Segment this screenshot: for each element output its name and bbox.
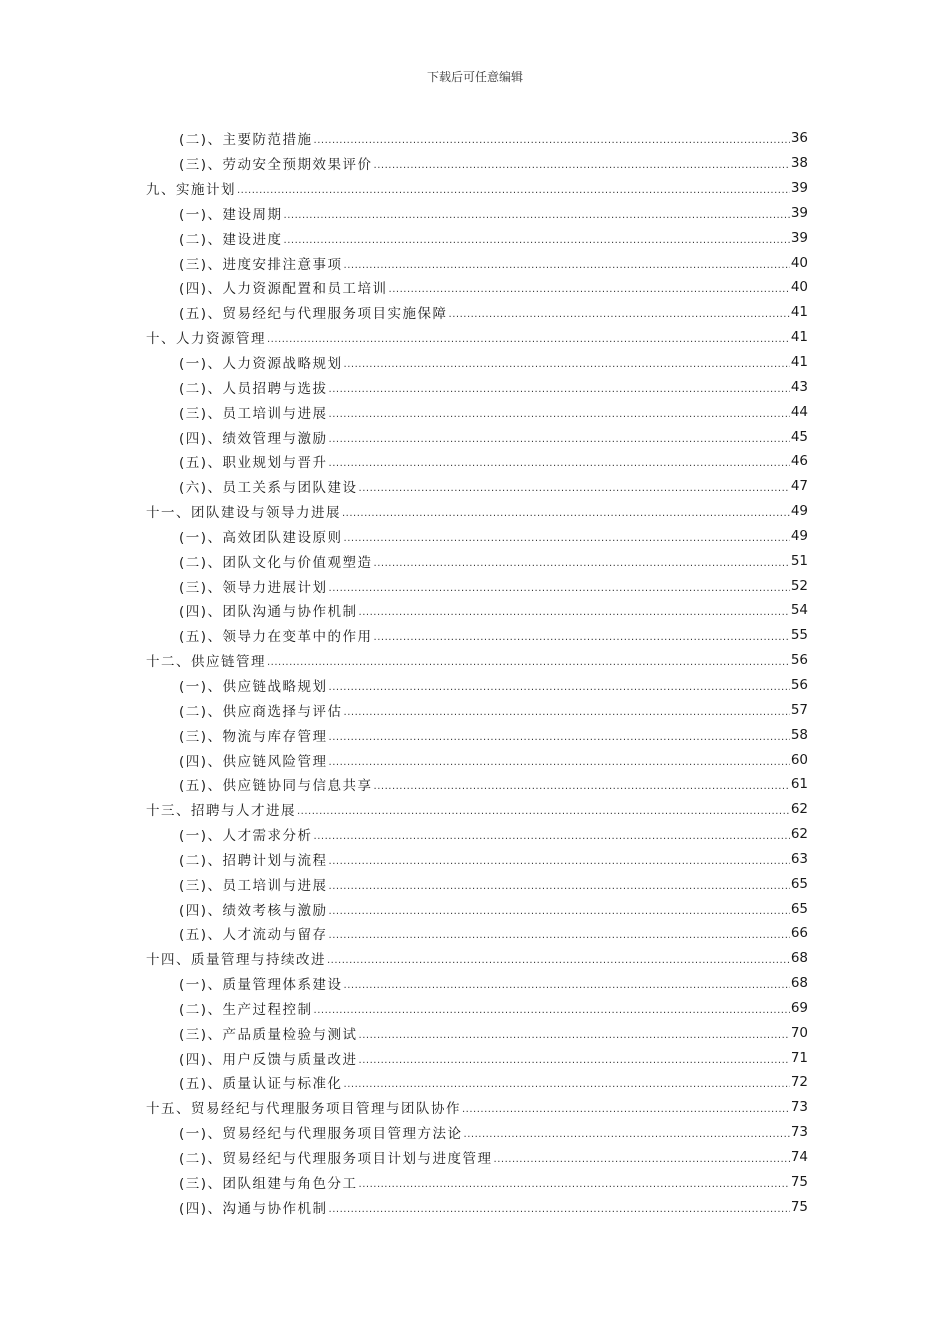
toc-entry-page-number: 44 xyxy=(790,403,808,420)
toc-section-entry[interactable] xyxy=(146,871,808,896)
toc-entry-title: (三)、物流与库存管理 xyxy=(179,728,328,745)
toc-section-entry[interactable] xyxy=(146,1145,808,1170)
toc-dot-leader xyxy=(359,1025,790,1041)
toc-entry-page-number: 36 xyxy=(790,130,808,147)
toc-section-entry[interactable] xyxy=(146,697,808,722)
toc-entry-title: (二)、招聘计划与流程 xyxy=(179,852,328,869)
toc-entry-page-number: 57 xyxy=(790,701,808,718)
toc-entry-title: (二)、建设进度 xyxy=(179,231,283,248)
toc-section-entry[interactable] xyxy=(146,474,808,499)
toc-dot-leader xyxy=(344,702,790,718)
toc-dot-leader xyxy=(359,1174,790,1190)
toc-entry-page-number: 73 xyxy=(790,1099,808,1116)
toc-entry-page-number: 39 xyxy=(790,204,808,221)
toc-entry-page-number: 62 xyxy=(790,826,808,843)
toc-entry-title: (一)、质量管理体系建设 xyxy=(179,977,343,994)
toc-entry-title: 十四、质量管理与持续改进 xyxy=(146,952,326,969)
toc-entry-title: 十三、招聘与人才进展 xyxy=(146,803,296,820)
toc-section-entry[interactable] xyxy=(146,399,808,424)
toc-entry-title: (二)、主要防范措施 xyxy=(179,132,313,149)
toc-dot-leader xyxy=(374,553,790,569)
toc-entry-title: (三)、领导力进展计划 xyxy=(179,579,328,596)
toc-entry-page-number: 46 xyxy=(790,453,808,470)
toc-section-entry[interactable] xyxy=(146,822,808,847)
toc-dot-leader xyxy=(329,453,790,469)
toc-dot-leader xyxy=(329,677,790,693)
toc-entry-page-number: 60 xyxy=(790,751,808,768)
toc-entry-page-number: 56 xyxy=(790,652,808,669)
toc-dot-leader xyxy=(297,801,790,817)
toc-entry-page-number: 54 xyxy=(790,602,808,619)
toc-entry-page-number: 40 xyxy=(790,279,808,296)
toc-section-entry[interactable] xyxy=(146,598,808,623)
toc-dot-leader xyxy=(359,478,790,494)
toc-entry-title: (四)、团队沟通与协作机制 xyxy=(179,604,358,621)
toc-entry-title: (六)、员工关系与团队建设 xyxy=(179,480,358,497)
toc-dot-leader xyxy=(314,826,790,842)
toc-section-entry[interactable] xyxy=(146,350,808,375)
toc-entry-title: (四)、用户反馈与质量改进 xyxy=(179,1051,358,1068)
toc-section-entry[interactable] xyxy=(146,846,808,871)
toc-entry-page-number: 75 xyxy=(790,1198,808,1215)
toc-section-entry[interactable] xyxy=(146,1020,808,1045)
toc-entry-title: (一)、贸易经纪与代理服务项目管理方法论 xyxy=(179,1126,463,1143)
toc-entry-page-number: 39 xyxy=(790,180,808,197)
toc-entry-title: (五)、职业规划与晋升 xyxy=(179,455,328,472)
toc-entry-title: 十一、团队建设与领导力进展 xyxy=(146,505,341,522)
toc-section-entry[interactable] xyxy=(146,996,808,1021)
toc-dot-leader xyxy=(359,602,790,618)
toc-entry-page-number: 43 xyxy=(790,378,808,395)
page-header: 下载后可任意编辑 xyxy=(426,70,523,84)
toc-dot-leader xyxy=(449,304,790,320)
toc-dot-leader xyxy=(374,155,790,171)
toc-section-entry[interactable] xyxy=(146,921,808,946)
toc-section-entry[interactable] xyxy=(146,300,808,325)
toc-section-entry[interactable] xyxy=(146,573,808,598)
toc-chapter-entry[interactable] xyxy=(146,797,808,822)
toc-chapter-entry[interactable] xyxy=(146,1095,808,1120)
toc-dot-leader xyxy=(462,1099,790,1115)
toc-section-entry[interactable] xyxy=(146,424,808,449)
toc-section-entry[interactable] xyxy=(146,225,808,250)
toc-section-entry[interactable] xyxy=(146,1120,808,1145)
toc-entry-title: (五)、领导力在变革中的作用 xyxy=(179,629,373,646)
toc-entry-title: (三)、团队组建与角色分工 xyxy=(179,1175,358,1192)
table-of-contents xyxy=(146,126,808,1219)
toc-entry-page-number: 45 xyxy=(790,428,808,445)
toc-entry-title: (一)、人才需求分析 xyxy=(179,828,313,845)
toc-entry-title: (一)、高效团队建设原则 xyxy=(179,529,343,546)
toc-dot-leader xyxy=(329,901,790,917)
toc-entry-page-number: 49 xyxy=(790,527,808,544)
toc-entry-page-number: 70 xyxy=(790,1024,808,1041)
toc-dot-leader xyxy=(329,851,790,867)
toc-entry-page-number: 65 xyxy=(790,875,808,892)
toc-section-entry[interactable] xyxy=(146,1169,808,1194)
toc-section-entry[interactable] xyxy=(146,374,808,399)
toc-entry-title: (三)、劳动安全预期效果评价 xyxy=(179,157,373,174)
toc-chapter-entry[interactable] xyxy=(146,499,808,524)
toc-section-entry[interactable] xyxy=(146,275,808,300)
toc-section-entry[interactable] xyxy=(146,971,808,996)
toc-dot-leader xyxy=(237,180,790,196)
toc-entry-page-number: 75 xyxy=(790,1173,808,1190)
toc-entry-title: (三)、进度安排注意事项 xyxy=(179,256,343,273)
toc-entry-page-number: 71 xyxy=(790,1049,808,1066)
toc-entry-page-number: 72 xyxy=(790,1074,808,1091)
toc-dot-leader xyxy=(329,404,790,420)
toc-entry-page-number: 56 xyxy=(790,676,808,693)
toc-dot-leader xyxy=(267,329,790,345)
toc-entry-title: (二)、供应商选择与评估 xyxy=(179,703,343,720)
toc-entry-title: (五)、人才流动与留存 xyxy=(179,927,328,944)
toc-chapter-entry[interactable] xyxy=(146,176,808,201)
toc-section-entry[interactable] xyxy=(146,772,808,797)
toc-chapter-entry[interactable] xyxy=(146,648,808,673)
toc-entry-page-number: 38 xyxy=(790,155,808,172)
toc-dot-leader xyxy=(494,1149,790,1165)
toc-dot-leader xyxy=(284,230,790,246)
toc-section-entry[interactable] xyxy=(146,1045,808,1070)
toc-entry-title: (二)、生产过程控制 xyxy=(179,1001,313,1018)
toc-entry-title: (四)、绩效考核与激励 xyxy=(179,902,328,919)
toc-dot-leader xyxy=(314,1000,790,1016)
toc-dot-leader xyxy=(374,776,790,792)
toc-entry-page-number: 68 xyxy=(790,975,808,992)
toc-entry-page-number: 41 xyxy=(790,329,808,346)
toc-entry-page-number: 58 xyxy=(790,726,808,743)
toc-entry-page-number: 52 xyxy=(790,577,808,594)
toc-entry-title: (五)、质量认证与标准化 xyxy=(179,1076,343,1093)
toc-entry-title: (一)、建设周期 xyxy=(179,206,283,223)
toc-entry-title: (五)、贸易经纪与代理服务项目实施保障 xyxy=(179,306,448,323)
toc-section-entry[interactable] xyxy=(146,722,808,747)
toc-dot-leader xyxy=(327,950,790,966)
toc-entry-page-number: 66 xyxy=(790,925,808,942)
toc-entry-title: (二)、贸易经纪与代理服务项目计划与进度管理 xyxy=(179,1151,493,1168)
toc-dot-leader xyxy=(344,528,790,544)
toc-dot-leader xyxy=(329,925,790,941)
toc-dot-leader xyxy=(342,503,790,519)
toc-dot-leader xyxy=(329,429,790,445)
toc-entry-page-number: 73 xyxy=(790,1124,808,1141)
toc-section-entry[interactable] xyxy=(146,747,808,772)
toc-entry-title: 九、实施计划 xyxy=(146,182,236,199)
toc-entry-page-number: 65 xyxy=(790,900,808,917)
toc-entry-page-number: 62 xyxy=(790,801,808,818)
toc-entry-title: (三)、员工培训与进展 xyxy=(179,877,328,894)
toc-entry-title: 十二、供应链管理 xyxy=(146,654,266,671)
toc-dot-leader xyxy=(329,752,790,768)
toc-dot-leader xyxy=(284,205,790,221)
toc-entry-page-number: 74 xyxy=(790,1149,808,1166)
toc-section-entry[interactable] xyxy=(146,151,808,176)
toc-dot-leader xyxy=(344,975,790,991)
toc-dot-leader xyxy=(464,1124,790,1140)
toc-dot-leader xyxy=(329,379,790,395)
toc-dot-leader xyxy=(329,578,790,594)
toc-dot-leader xyxy=(344,354,790,370)
toc-dot-leader xyxy=(389,279,790,295)
toc-dot-leader xyxy=(359,1050,790,1066)
toc-entry-page-number: 47 xyxy=(790,478,808,495)
toc-entry-title: (四)、沟通与协作机制 xyxy=(179,1200,328,1217)
toc-entry-page-number: 61 xyxy=(790,776,808,793)
toc-entry-page-number: 63 xyxy=(790,850,808,867)
toc-section-entry[interactable] xyxy=(146,673,808,698)
toc-entry-title: (一)、供应链战略规划 xyxy=(179,678,328,695)
toc-entry-page-number: 39 xyxy=(790,229,808,246)
toc-entry-title: (五)、供应链协同与信息共享 xyxy=(179,778,373,795)
toc-dot-leader xyxy=(344,1074,790,1090)
toc-entry-page-number: 41 xyxy=(790,354,808,371)
toc-entry-page-number: 55 xyxy=(790,627,808,644)
toc-section-entry[interactable] xyxy=(146,548,808,573)
toc-section-entry[interactable] xyxy=(146,524,808,549)
toc-dot-leader xyxy=(267,652,790,668)
toc-entry-page-number: 69 xyxy=(790,999,808,1016)
toc-dot-leader xyxy=(329,876,790,892)
toc-dot-leader xyxy=(374,627,790,643)
toc-entry-page-number: 41 xyxy=(790,304,808,321)
toc-dot-leader xyxy=(329,727,790,743)
toc-entry-title: (二)、人员招聘与选拔 xyxy=(179,380,328,397)
toc-section-entry[interactable] xyxy=(146,126,808,151)
toc-entry-page-number: 49 xyxy=(790,503,808,520)
toc-entry-title: (四)、供应链风险管理 xyxy=(179,753,328,770)
toc-dot-leader xyxy=(344,255,790,271)
toc-entry-title: 十五、贸易经纪与代理服务项目管理与团队协作 xyxy=(146,1101,461,1118)
toc-section-entry[interactable] xyxy=(146,201,808,226)
toc-entry-page-number: 68 xyxy=(790,950,808,967)
toc-dot-leader xyxy=(329,1199,790,1215)
toc-entry-title: 十、人力资源管理 xyxy=(146,331,266,348)
toc-dot-leader xyxy=(314,130,790,146)
toc-entry-page-number: 51 xyxy=(790,552,808,569)
toc-entry-page-number: 40 xyxy=(790,254,808,271)
toc-section-entry[interactable] xyxy=(146,896,808,921)
toc-entry-title: (四)、人力资源配置和员工培训 xyxy=(179,281,388,298)
toc-section-entry[interactable] xyxy=(146,623,808,648)
toc-entry-title: (三)、员工培训与进展 xyxy=(179,405,328,422)
toc-section-entry[interactable] xyxy=(146,1194,808,1219)
toc-entry-title: (二)、团队文化与价值观塑造 xyxy=(179,554,373,571)
toc-section-entry[interactable] xyxy=(146,250,808,275)
toc-chapter-entry[interactable] xyxy=(146,325,808,350)
toc-entry-title: (三)、产品质量检验与测试 xyxy=(179,1026,358,1043)
toc-chapter-entry[interactable] xyxy=(146,946,808,971)
toc-section-entry[interactable] xyxy=(146,449,808,474)
toc-entry-title: (四)、绩效管理与激励 xyxy=(179,430,328,447)
toc-section-entry[interactable] xyxy=(146,1070,808,1095)
toc-entry-title: (一)、人力资源战略规划 xyxy=(179,356,343,373)
